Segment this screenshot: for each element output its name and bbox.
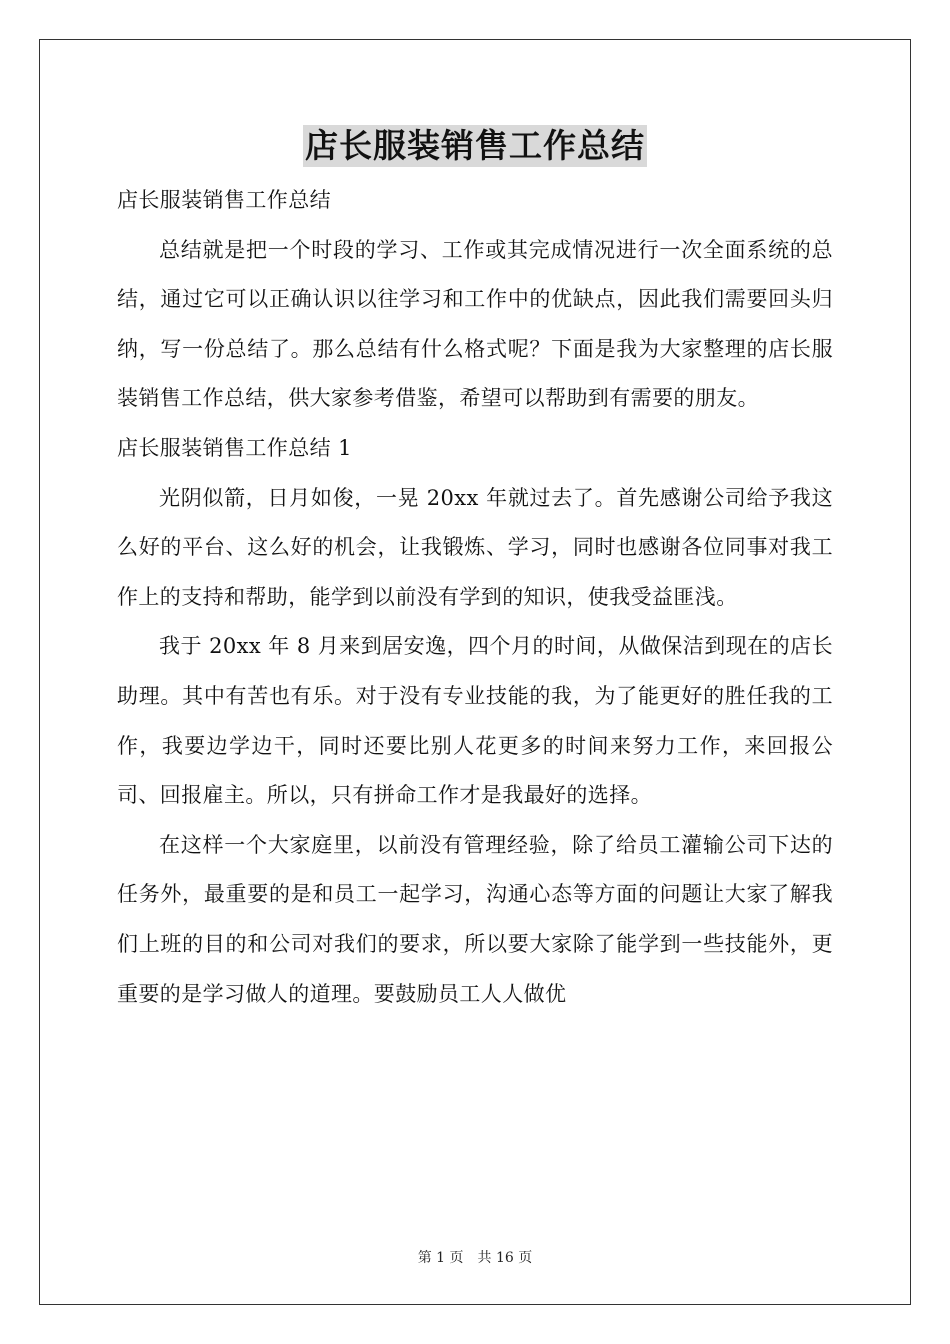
document-body [117,176,833,1019]
paragraph-body-3: 在这样一个大家庭里，以前没有管理经验，除了给员工灌输公司下达的任务外，最重要的是和员工一起学习，沟通心态等方面的问题让大家了解我们上班的目的和公司对我们的要求，所以要大家除了能学到一些技能外，更重要的是学习做人的道理。要鼓励员工人人做优 [117,832,833,1006]
paragraph-body-1: 光阴似箭，日月如俊，一晃 20xx 年就过去了。首先感谢公司给予我这么好的平台、这么好的机会，让我锻炼、学习，同时也感谢各位同事对我工作上的支持和帮助，能学到以前没有学到的知识，使我受益匪浅。 [117,485,833,609]
page-total: 共 16 页 [477,1250,533,1266]
document-title: 店长服装销售工作总结 [305,126,645,165]
title-container [0,125,950,167]
page-footer [0,1248,950,1268]
section-heading-1: 店长服装销售工作总结 1 [117,435,352,460]
page-number: 第 1 页 [417,1250,464,1266]
paragraph-subtitle: 店长服装销售工作总结 [117,188,331,212]
paragraph-body-2: 我于 20xx 年 8 月来到居安逸，四个月的时间，从做保洁到现在的店长助理。其中有苦也有乐。对于没有专业技能的我，为了能更好的胜任我的工作，我要边学边干，同时还要比别人花更多的时间来努力工作，来回报公司、回报雇主。所以，只有拼命工作才是我最好的选择。 [117,634,833,808]
paragraph-intro: 总结就是把一个时段的学习、工作或其完成情况进行一次全面系统的总结，通过它可以正确认识以往学习和工作中的优缺点，因此我们需要回头归纳，写一份总结了。那么总结有什么格式呢？下面是我为大家整理的店长服装销售工作总结，供大家参考借鉴，希望可以帮助到有需要的朋友。 [117,237,833,411]
